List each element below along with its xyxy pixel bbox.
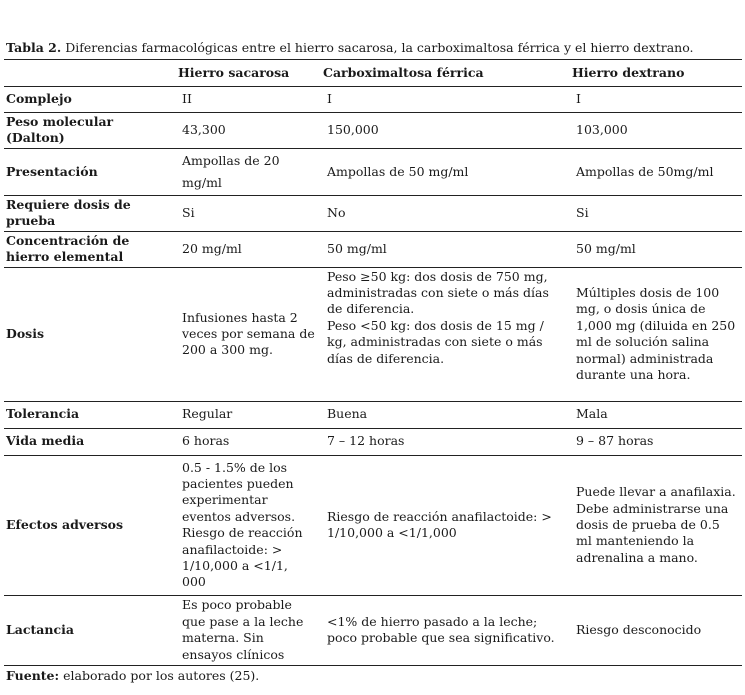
cell: Regular (182, 406, 233, 422)
table-row (4, 401, 742, 428)
caption-text: Diferencias farmacológicas entre el hierro sacarosa, la carboximaltosa férrica y el hierro dextrano. (65, 40, 694, 55)
row-label: Concentración de hierro elemental (6, 232, 130, 265)
row-label: Lactancia (6, 621, 74, 637)
cell: Si (576, 205, 589, 221)
table-row (4, 267, 742, 401)
cell: 50 mg/ml (327, 240, 387, 256)
cell: Ampollas de 50 mg/ml (327, 163, 469, 179)
cell: Ampollas de 50mg/ml (576, 163, 714, 179)
cell: Es poco probable que pase a la leche materna. Sin ensayos clínicos (182, 597, 304, 662)
row-label: Requiere dosis de prueba (6, 196, 131, 229)
cell: I (576, 91, 581, 107)
table-row (4, 428, 742, 455)
cell: <1% de hierro pasado a la leche; poco probable que sea significativo. (327, 613, 555, 646)
cell: II (182, 91, 192, 107)
cell: Si (182, 205, 195, 221)
table-caption (6, 40, 742, 56)
row-label: Peso molecular (Dalton) (6, 114, 114, 146)
cell: Riesgo de reacción anafilactoide: > 1/10,000 a <1/1,000 (327, 508, 552, 541)
footer-text: elaborado por los autores (25). (63, 667, 260, 683)
cell: Ampollas de 20 mg/ml (182, 152, 280, 190)
cell: 9 – 87 horas (576, 433, 654, 449)
cell: 7 – 12 horas (327, 433, 405, 449)
cell: 20 mg/ml (182, 240, 242, 256)
table-row (4, 148, 742, 195)
pharmacology-table (4, 59, 742, 666)
footer-label: Fuente: (6, 667, 60, 683)
table-row (4, 195, 742, 231)
header-carboximaltosa: Carboximaltosa férrica (323, 64, 484, 80)
cell: Riesgo desconocido (576, 621, 702, 637)
cell: Puede llevar a anafilaxia. Debe administrarse una dosis de prueba de 0.5 ml manteniendo la adrenalina a mano. (576, 484, 736, 565)
caption-label: Tabla 2. (6, 40, 62, 55)
cell: Infusiones hasta 2 veces por semana de 200 a 300 mg. (182, 309, 315, 358)
cell: 150,000 (327, 122, 379, 138)
table-header-row (4, 60, 742, 87)
cell: Peso ≥50 kg: dos dosis de 750 mg, administradas con siete o más días de diferencia. Peso <50 kg: dos dosis de 15 mg / kg, administradas con siete o más días de diferencia. (327, 268, 549, 366)
cell: 103,000 (576, 122, 628, 138)
cell: Múltiples dosis de 100 mg, o dosis única de 1,000 mg (diluida en 250 ml de solución salina normal) administrada durante una hora. (576, 284, 736, 382)
header-hierro-dextrano: Hierro dextrano (572, 64, 685, 80)
header-hierro-sacarosa: Hierro sacarosa (178, 64, 290, 80)
header-cell-empty (4, 60, 176, 87)
table-row (4, 595, 742, 665)
row-label: Tolerancia (6, 406, 80, 422)
row-label: Presentación (6, 163, 98, 179)
table-footer (6, 668, 742, 684)
row-label: Efectos adversos (6, 516, 124, 532)
cell: 0.5 - 1.5% de los pacientes pueden experimentar eventos adversos. Riesgo de reacción anafilactoide: > 1/10,000 a <1/1, 000 (182, 459, 303, 590)
row-label: Complejo (6, 91, 72, 107)
row-label: Vida media (6, 433, 85, 449)
table-row (4, 87, 742, 113)
cell: I (327, 91, 332, 107)
cell: Mala (576, 406, 608, 422)
table-row (4, 231, 742, 267)
document (4, 40, 742, 684)
table-row (4, 455, 742, 595)
cell: 43,300 (182, 122, 226, 138)
cell: 50 mg/ml (576, 240, 636, 256)
cell: Buena (327, 406, 368, 422)
table-row (4, 113, 742, 149)
cell: No (327, 205, 346, 221)
cell: 6 horas (182, 433, 230, 449)
row-label: Dosis (6, 325, 45, 341)
